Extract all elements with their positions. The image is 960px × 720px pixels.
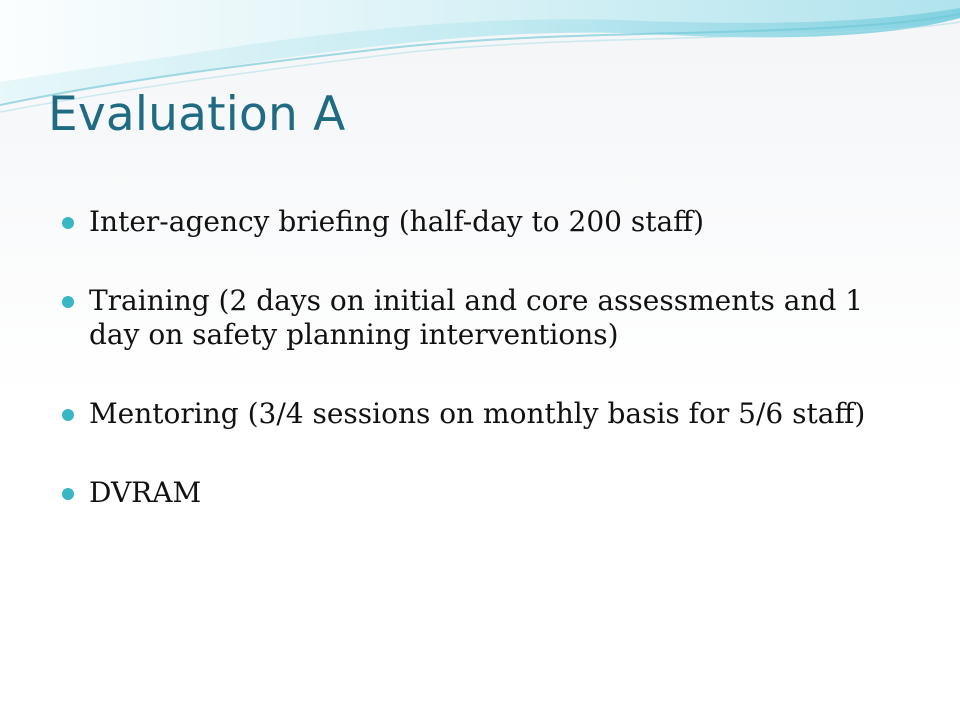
bullet-item (62, 284, 922, 352)
bullet-text: DVRAM (89, 476, 202, 509)
bullet-icon (62, 409, 74, 421)
bullet-text: Inter-agency briefing (half-day to 200 staff) (89, 205, 705, 238)
bullet-item (62, 476, 922, 510)
slide-title: Evaluation A (48, 87, 346, 142)
bullet-text: Mentoring (3/4 sessions on monthly basis for 5/6 staff) (89, 397, 866, 430)
bullet-icon (62, 296, 74, 308)
bullet-icon (62, 488, 74, 500)
bullet-item (62, 205, 922, 239)
bullet-item (62, 397, 922, 431)
bullet-icon (62, 217, 74, 229)
bullet-list (62, 205, 922, 555)
bullet-text: Training (2 days on initial and core assessments and 1 day on safety planning interventions) (89, 284, 864, 351)
